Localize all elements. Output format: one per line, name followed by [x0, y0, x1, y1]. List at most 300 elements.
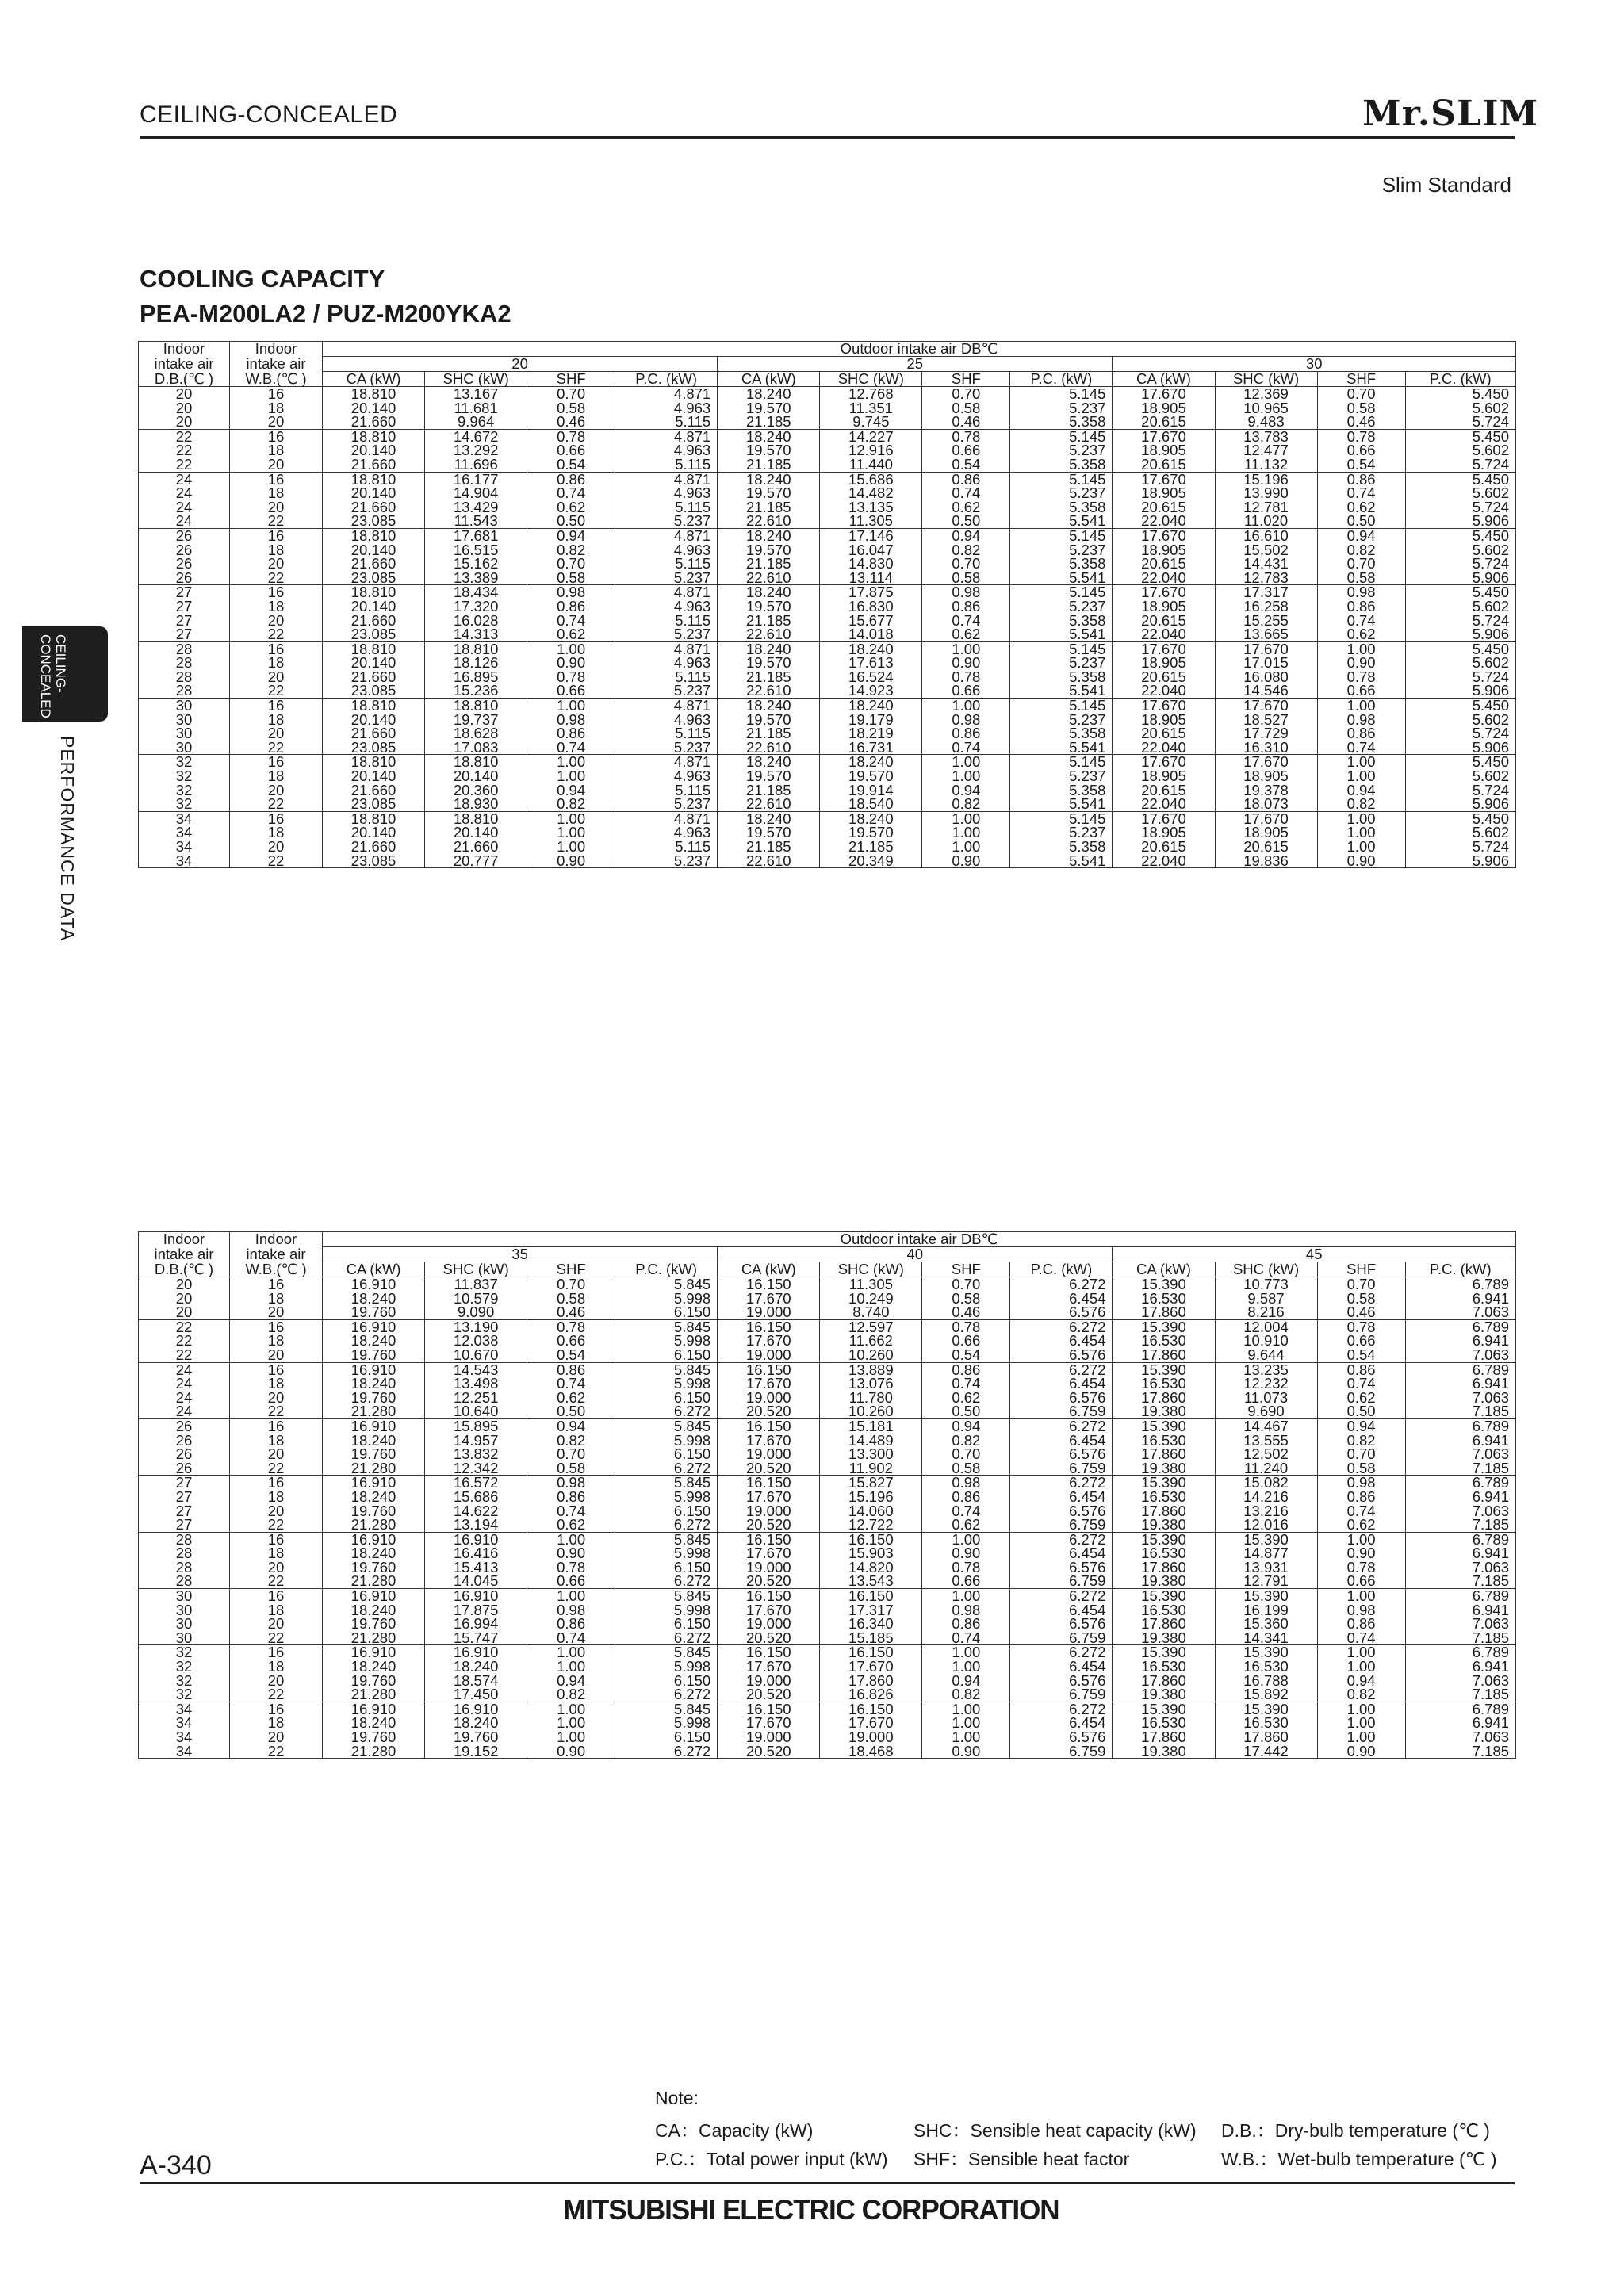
value-cell: 16 — [229, 699, 322, 713]
value-cell: 13.194 — [425, 1518, 527, 1532]
table-row — [139, 1391, 1516, 1405]
table-row — [139, 1292, 1516, 1306]
value-cell: 5.358 — [1010, 840, 1113, 854]
value-cell: 0.90 — [922, 656, 1010, 670]
note-wb: W.B.：Wet-bulb temperature (℃ ) — [1221, 2149, 1497, 2169]
value-cell: 7.185 — [1405, 1404, 1515, 1418]
value-cell: 11.240 — [1215, 1461, 1317, 1476]
db-cell: 34 — [139, 1702, 230, 1716]
value-cell: 0.50 — [1317, 514, 1405, 528]
value-cell: 0.98 — [527, 1603, 615, 1618]
value-cell: 5.724 — [1405, 415, 1515, 429]
value-cell: 0.82 — [1317, 1687, 1405, 1702]
value-cell: 19.380 — [1113, 1744, 1215, 1759]
value-cell: 5.115 — [615, 614, 718, 628]
indoor-db-header-3: D.B.(℃ ) — [139, 1262, 230, 1277]
value-cell: 15.827 — [820, 1476, 922, 1490]
note-shf: SHF：Sensible heat factor — [914, 2149, 1130, 2169]
value-cell: 16.610 — [1215, 528, 1317, 542]
value-cell: 5.845 — [615, 1476, 718, 1490]
value-cell: 19.152 — [425, 1744, 527, 1759]
value-cell: 5.358 — [1010, 557, 1113, 571]
value-cell: 15.390 — [1215, 1589, 1317, 1603]
value-cell: 18 — [229, 486, 322, 500]
value-cell: 5.358 — [1010, 783, 1113, 798]
value-cell: 16.910 — [425, 1532, 527, 1546]
value-cell: 17.320 — [425, 599, 527, 614]
value-cell: 18.810 — [322, 528, 424, 542]
value-cell: 6.272 — [615, 1404, 718, 1418]
value-cell: 0.46 — [1317, 1305, 1405, 1319]
value-cell: 11.681 — [425, 401, 527, 415]
table-row — [139, 1305, 1516, 1319]
table-row — [139, 1476, 1516, 1490]
value-cell: 15.390 — [1215, 1702, 1317, 1716]
value-cell: 18 — [229, 599, 322, 614]
value-cell: 17.670 — [1113, 585, 1215, 599]
value-cell: 17.670 — [718, 1292, 820, 1306]
db-cell: 34 — [139, 1744, 230, 1759]
indoor-wb-header-1: Indoor — [229, 1232, 322, 1247]
value-cell: 17.670 — [1215, 755, 1317, 769]
value-cell: 0.94 — [922, 528, 1010, 542]
value-cell: 18.810 — [322, 387, 424, 401]
table-row — [139, 741, 1516, 755]
value-cell: 0.58 — [527, 571, 615, 585]
value-cell: 18.905 — [1113, 543, 1215, 557]
value-cell: 16.826 — [820, 1687, 922, 1702]
table-row — [139, 755, 1516, 769]
value-cell: 12.768 — [820, 387, 922, 401]
value-cell: 6.789 — [1405, 1277, 1515, 1292]
value-cell: 14.482 — [820, 486, 922, 500]
value-cell: 6.150 — [615, 1391, 718, 1405]
value-cell: 1.00 — [1317, 755, 1405, 769]
value-cell: 5.237 — [615, 683, 718, 698]
value-cell: 16.047 — [820, 543, 922, 557]
value-cell: 10.249 — [820, 1292, 922, 1306]
value-cell: 5.358 — [1010, 614, 1113, 628]
value-cell: 5.724 — [1405, 458, 1515, 472]
table-row — [139, 387, 1516, 401]
value-cell: 16.340 — [820, 1617, 922, 1631]
value-cell: 5.237 — [1010, 713, 1113, 727]
table-row — [139, 683, 1516, 698]
value-cell: 6.576 — [1010, 1391, 1113, 1405]
value-cell: 0.78 — [922, 1560, 1010, 1575]
value-cell: 17.670 — [718, 1434, 820, 1448]
column-header: SHC (kW) — [1215, 1262, 1317, 1277]
column-header: CA (kW) — [1113, 372, 1215, 387]
value-cell: 0.70 — [527, 1447, 615, 1461]
value-cell: 0.86 — [1317, 1617, 1405, 1631]
value-cell: 5.998 — [615, 1334, 718, 1348]
value-cell: 17.875 — [425, 1603, 527, 1618]
db-cell: 20 — [139, 401, 230, 415]
value-cell: 0.82 — [922, 1434, 1010, 1448]
value-cell: 1.00 — [527, 811, 615, 825]
outdoor-header: Outdoor intake air DB℃ — [322, 1232, 1515, 1247]
value-cell: 4.963 — [615, 599, 718, 614]
table-row — [139, 528, 1516, 542]
value-cell: 18.905 — [1113, 656, 1215, 670]
table-row — [139, 1660, 1516, 1674]
value-cell: 19.000 — [718, 1504, 820, 1518]
value-cell: 5.450 — [1405, 641, 1515, 656]
value-cell: 15.390 — [1113, 1476, 1215, 1490]
value-cell: 16 — [229, 1702, 322, 1716]
value-cell: 5.906 — [1405, 627, 1515, 641]
value-cell: 5.145 — [1010, 585, 1113, 599]
value-cell: 7.185 — [1405, 1461, 1515, 1476]
indoor-db-header-1: Indoor — [139, 1232, 230, 1247]
value-cell: 5.541 — [1010, 571, 1113, 585]
value-cell: 0.62 — [922, 1391, 1010, 1405]
value-cell: 5.998 — [615, 1490, 718, 1504]
value-cell: 4.871 — [615, 528, 718, 542]
table-row — [139, 699, 1516, 713]
value-cell: 18.905 — [1113, 486, 1215, 500]
value-cell: 7.063 — [1405, 1730, 1515, 1744]
column-header: SHC (kW) — [820, 372, 922, 387]
value-cell: 20.615 — [1113, 783, 1215, 798]
value-cell: 7.185 — [1405, 1687, 1515, 1702]
table-row — [139, 811, 1516, 825]
value-cell: 16 — [229, 528, 322, 542]
value-cell: 6.272 — [615, 1631, 718, 1645]
value-cell: 18.527 — [1215, 713, 1317, 727]
value-cell: 19.000 — [820, 1730, 922, 1744]
value-cell: 17.860 — [1113, 1617, 1215, 1631]
value-cell: 18.240 — [322, 1603, 424, 1618]
value-cell: 16.731 — [820, 741, 922, 755]
value-cell: 21.660 — [322, 783, 424, 798]
value-cell: 15.196 — [820, 1490, 922, 1504]
value-cell: 0.66 — [1317, 1334, 1405, 1348]
value-cell: 14.546 — [1215, 683, 1317, 698]
value-cell: 19.737 — [425, 713, 527, 727]
value-cell: 20 — [229, 1391, 322, 1405]
db-cell: 30 — [139, 699, 230, 713]
header-rule — [140, 136, 1515, 139]
value-cell: 19.570 — [718, 543, 820, 557]
value-cell: 13.429 — [425, 500, 527, 515]
value-cell: 5.358 — [1010, 670, 1113, 684]
value-cell: 7.063 — [1405, 1391, 1515, 1405]
value-cell: 6.272 — [1010, 1319, 1113, 1334]
value-cell: 1.00 — [527, 699, 615, 713]
value-cell: 11.440 — [820, 458, 922, 472]
value-cell: 0.62 — [527, 1391, 615, 1405]
value-cell: 6.941 — [1405, 1716, 1515, 1730]
value-cell: 18 — [229, 1376, 322, 1391]
value-cell: 0.86 — [1317, 726, 1405, 741]
value-cell: 7.063 — [1405, 1617, 1515, 1631]
value-cell: 15.236 — [425, 683, 527, 698]
value-cell: 20.360 — [425, 783, 527, 798]
value-cell: 4.871 — [615, 755, 718, 769]
db-cell: 32 — [139, 755, 230, 769]
value-cell: 12.477 — [1215, 443, 1317, 458]
value-cell: 11.662 — [820, 1334, 922, 1348]
value-cell: 20.140 — [322, 443, 424, 458]
value-cell: 12.597 — [820, 1319, 922, 1334]
value-cell: 17.670 — [718, 1716, 820, 1730]
column-header: SHC (kW) — [425, 372, 527, 387]
value-cell: 19.000 — [718, 1617, 820, 1631]
value-cell: 6.272 — [1010, 1362, 1113, 1376]
value-cell: 16.788 — [1215, 1674, 1317, 1688]
value-cell: 18 — [229, 769, 322, 783]
value-cell: 12.783 — [1215, 571, 1317, 585]
page-number: A-340 — [140, 2150, 212, 2180]
value-cell: 1.00 — [527, 1716, 615, 1730]
value-cell: 0.74 — [922, 1376, 1010, 1391]
outdoor-temp-header: 35 — [322, 1247, 717, 1262]
value-cell: 19.570 — [718, 599, 820, 614]
value-cell: 13.990 — [1215, 486, 1317, 500]
value-cell: 5.358 — [1010, 726, 1113, 741]
company-name: MITSUBISHI ELECTRIC CORPORATION — [563, 2195, 1059, 2226]
value-cell: 0.58 — [1317, 571, 1405, 585]
value-cell: 17.317 — [1215, 585, 1317, 599]
table-row — [139, 1418, 1516, 1433]
value-cell: 16.910 — [425, 1645, 527, 1660]
footer-rule — [140, 2182, 1515, 2184]
value-cell: 0.82 — [922, 797, 1010, 811]
value-cell: 20 — [229, 783, 322, 798]
value-cell: 17.670 — [1113, 699, 1215, 713]
value-cell: 0.74 — [922, 486, 1010, 500]
value-cell: 18 — [229, 1660, 322, 1674]
value-cell: 23.085 — [322, 571, 424, 585]
value-cell: 22 — [229, 514, 322, 528]
value-cell: 5.237 — [1010, 401, 1113, 415]
value-cell: 0.50 — [527, 514, 615, 528]
value-cell: 1.00 — [1317, 840, 1405, 854]
value-cell: 0.62 — [527, 1518, 615, 1532]
value-cell: 17.729 — [1215, 726, 1317, 741]
value-cell: 6.454 — [1010, 1603, 1113, 1618]
value-cell: 20 — [229, 500, 322, 515]
value-cell: 0.78 — [527, 670, 615, 684]
value-cell: 5.906 — [1405, 797, 1515, 811]
value-cell: 22 — [229, 854, 322, 868]
value-cell: 7.063 — [1405, 1504, 1515, 1518]
value-cell: 6.150 — [615, 1447, 718, 1461]
value-cell: 22.610 — [718, 683, 820, 698]
value-cell: 10.910 — [1215, 1334, 1317, 1348]
cooling-table-2 — [138, 1231, 1516, 1759]
value-cell: 21.280 — [322, 1518, 424, 1532]
value-cell: 22 — [229, 1518, 322, 1532]
value-cell: 18.810 — [322, 472, 424, 486]
value-cell: 16.530 — [1113, 1376, 1215, 1391]
value-cell: 0.86 — [527, 726, 615, 741]
table-row — [139, 415, 1516, 429]
value-cell: 21.185 — [718, 726, 820, 741]
value-cell: 4.963 — [615, 713, 718, 727]
value-cell: 16.910 — [322, 1702, 424, 1716]
value-cell: 14.227 — [820, 429, 922, 443]
db-cell: 34 — [139, 1730, 230, 1744]
value-cell: 13.167 — [425, 387, 527, 401]
value-cell: 22 — [229, 741, 322, 755]
value-cell: 16.910 — [425, 1589, 527, 1603]
value-cell: 5.998 — [615, 1603, 718, 1618]
value-cell: 0.70 — [527, 387, 615, 401]
value-cell: 11.543 — [425, 514, 527, 528]
value-cell: 6.150 — [615, 1730, 718, 1744]
value-cell: 6.150 — [615, 1348, 718, 1362]
indoor-db-header-2: intake air — [139, 357, 230, 372]
value-cell: 6.759 — [1010, 1461, 1113, 1476]
value-cell: 0.86 — [922, 1617, 1010, 1631]
table-row — [139, 514, 1516, 528]
value-cell: 0.86 — [527, 472, 615, 486]
value-cell: 20.140 — [322, 825, 424, 840]
table-row — [139, 1532, 1516, 1546]
value-cell: 15.390 — [1215, 1532, 1317, 1546]
value-cell: 0.86 — [1317, 1362, 1405, 1376]
value-cell: 15.895 — [425, 1418, 527, 1433]
table-row — [139, 1730, 1516, 1744]
db-cell: 26 — [139, 1418, 230, 1433]
value-cell: 16.530 — [1113, 1334, 1215, 1348]
value-cell: 6.789 — [1405, 1476, 1515, 1490]
value-cell: 11.780 — [820, 1391, 922, 1405]
value-cell: 19.179 — [820, 713, 922, 727]
value-cell: 19.380 — [1113, 1574, 1215, 1588]
value-cell: 5.845 — [615, 1418, 718, 1433]
value-cell: 1.00 — [922, 1730, 1010, 1744]
value-cell: 5.602 — [1405, 543, 1515, 557]
value-cell: 19.000 — [718, 1391, 820, 1405]
value-cell: 0.62 — [527, 627, 615, 641]
db-cell: 32 — [139, 1687, 230, 1702]
value-cell: 1.00 — [922, 825, 1010, 840]
value-cell: 6.789 — [1405, 1362, 1515, 1376]
value-cell: 19.914 — [820, 783, 922, 798]
value-cell: 6.272 — [1010, 1589, 1113, 1603]
value-cell: 0.74 — [527, 486, 615, 500]
db-cell: 24 — [139, 1362, 230, 1376]
value-cell: 5.237 — [1010, 486, 1113, 500]
value-cell: 22.040 — [1113, 571, 1215, 585]
value-cell: 16.530 — [1113, 1292, 1215, 1306]
value-cell: 16.028 — [425, 614, 527, 628]
value-cell: 0.82 — [1317, 543, 1405, 557]
value-cell: 16 — [229, 1532, 322, 1546]
value-cell: 0.90 — [527, 656, 615, 670]
value-cell: 18.810 — [322, 585, 424, 599]
column-header: SHF — [1317, 1262, 1405, 1277]
column-header: CA (kW) — [718, 372, 820, 387]
value-cell: 5.602 — [1405, 656, 1515, 670]
value-cell: 0.70 — [1317, 387, 1405, 401]
value-cell: 17.670 — [1215, 699, 1317, 713]
value-cell: 6.941 — [1405, 1292, 1515, 1306]
value-cell: 14.489 — [820, 1434, 922, 1448]
value-cell: 22.040 — [1113, 683, 1215, 698]
value-cell: 6.272 — [1010, 1277, 1113, 1292]
table-row — [139, 472, 1516, 486]
value-cell: 5.906 — [1405, 854, 1515, 868]
value-cell: 6.454 — [1010, 1292, 1113, 1306]
value-cell: 0.50 — [527, 1404, 615, 1418]
value-cell: 18.240 — [718, 472, 820, 486]
value-cell: 4.871 — [615, 387, 718, 401]
value-cell: 0.70 — [922, 387, 1010, 401]
table-row — [139, 670, 1516, 684]
value-cell: 22.610 — [718, 741, 820, 755]
value-cell: 0.70 — [922, 1277, 1010, 1292]
value-cell: 0.90 — [1317, 854, 1405, 868]
value-cell: 4.963 — [615, 825, 718, 840]
value-cell: 6.759 — [1010, 1631, 1113, 1645]
value-cell: 6.150 — [615, 1504, 718, 1518]
value-cell: 6.150 — [615, 1305, 718, 1319]
value-cell: 22 — [229, 1631, 322, 1645]
value-cell: 20.615 — [1113, 614, 1215, 628]
value-cell: 19.380 — [1113, 1687, 1215, 1702]
value-cell: 20.140 — [322, 713, 424, 727]
value-cell: 0.78 — [527, 429, 615, 443]
value-cell: 18.219 — [820, 726, 922, 741]
value-cell: 5.998 — [615, 1434, 718, 1448]
table-row — [139, 585, 1516, 599]
value-cell: 20.615 — [1113, 670, 1215, 684]
indoor-db-header-2: intake air — [139, 1247, 230, 1262]
db-cell: 32 — [139, 783, 230, 798]
value-cell: 18.240 — [322, 1434, 424, 1448]
value-cell: 0.82 — [527, 543, 615, 557]
value-cell: 0.50 — [922, 514, 1010, 528]
value-cell: 21.280 — [322, 1744, 424, 1759]
value-cell: 6.272 — [615, 1518, 718, 1532]
value-cell: 16.895 — [425, 670, 527, 684]
value-cell: 6.576 — [1010, 1674, 1113, 1688]
value-cell: 0.98 — [922, 1603, 1010, 1618]
value-cell: 1.00 — [1317, 811, 1405, 825]
value-cell: 14.957 — [425, 1434, 527, 1448]
value-cell: 22 — [229, 571, 322, 585]
value-cell: 20.520 — [718, 1574, 820, 1588]
value-cell: 20.615 — [1113, 458, 1215, 472]
value-cell: 12.781 — [1215, 500, 1317, 515]
column-header: P.C. (kW) — [615, 1262, 718, 1277]
table-row — [139, 443, 1516, 458]
value-cell: 18 — [229, 1292, 322, 1306]
value-cell: 12.722 — [820, 1518, 922, 1532]
value-cell: 15.390 — [1113, 1532, 1215, 1546]
value-cell: 19.380 — [1113, 1631, 1215, 1645]
db-cell: 32 — [139, 1660, 230, 1674]
value-cell: 22.610 — [718, 514, 820, 528]
value-cell: 6.272 — [1010, 1476, 1113, 1490]
value-cell: 5.115 — [615, 500, 718, 515]
value-cell: 20.615 — [1113, 415, 1215, 429]
value-cell: 17.860 — [1113, 1674, 1215, 1688]
value-cell: 7.063 — [1405, 1348, 1515, 1362]
value-cell: 21.185 — [718, 783, 820, 798]
value-cell: 18.810 — [322, 811, 424, 825]
value-cell: 16.150 — [718, 1702, 820, 1716]
indoor-wb-header-3: W.B.(℃ ) — [229, 372, 322, 387]
value-cell: 19.570 — [718, 825, 820, 840]
value-cell: 4.871 — [615, 429, 718, 443]
value-cell: 17.681 — [425, 528, 527, 542]
